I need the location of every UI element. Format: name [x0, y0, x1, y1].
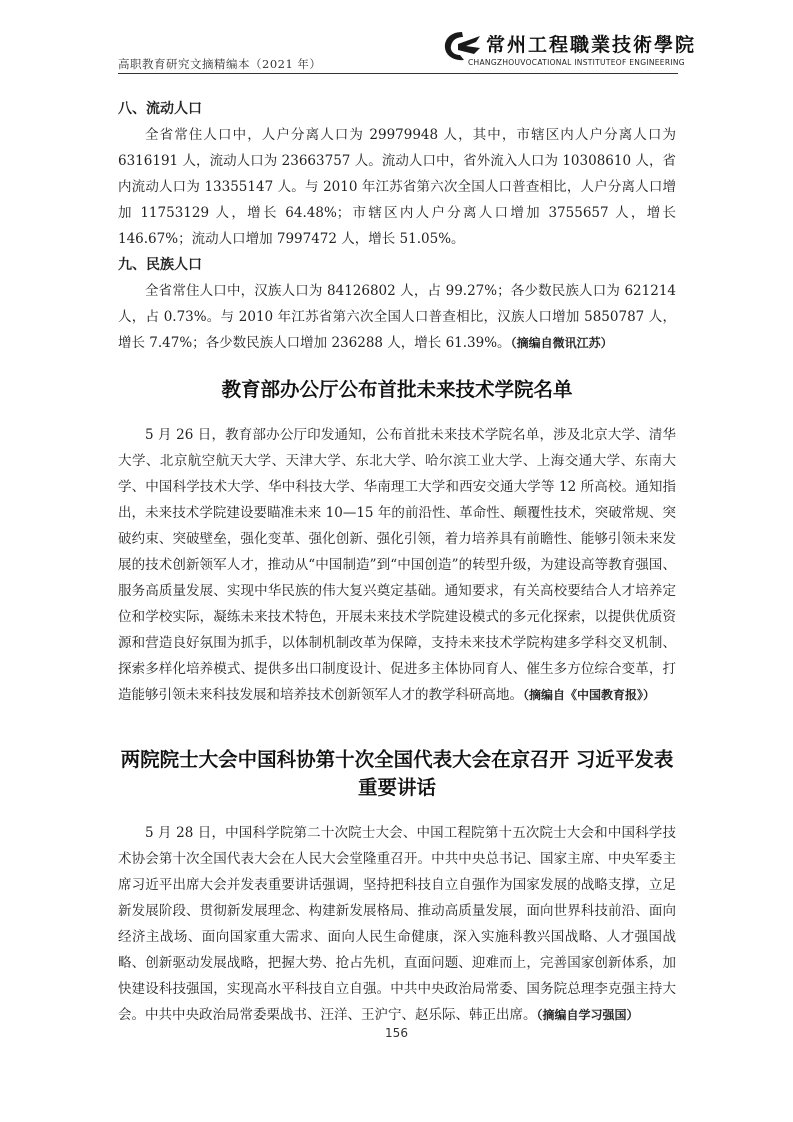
article-title-future-tech: 教育部办公厅公布首批未来技术学院名单: [221, 378, 573, 401]
page-header: [118, 28, 697, 74]
article-title-academicians-congress: 两院院士大会中国科协第十次全国代表大会在京召开 习近平发表重要讲话: [120, 748, 674, 799]
school-name-english: CHANGZHOUVOCATIONAL INSTITUTEOF ENGINEERING: [468, 58, 685, 67]
source-citation: （摘编自《中国教育报》）: [523, 688, 656, 702]
page-number: 156: [385, 1026, 408, 1040]
section-heading-ethnic-population: 九、民族人口: [118, 257, 202, 273]
paragraph-academicians-congress: [118, 820, 676, 1028]
paragraph-text: 5 月 28 日，中国科学院第二十次院士大会、中国工程院第十五次院士大会和中国科学技术协会第十次全国代表大会在人民大会堂隆重召开。中共中央总书记、国家主席、中央军委主席习近平出席大会并发表重要讲话强调，坚持把科技自立自强作为国家发展的战略支撑，立足新发展阶段、贯彻新发展理念、构建新发展格局、推动高质量发展，面向世界科技前沿、面向经济主战场、面向国家重大需求、面向人民生命健康，深入实施科教兴国战略、人才强国战略、创新驱动发展战略，把握大势、抢占先机，直面问题、迎难而上，完善国家创新体系，加快建设科技强国，实现高水平科技自立自强。中共中央政治局常委、国务院总理李克强主持大会。中共中央政治局常委栗战书、汪洋、王沪宁、赵乐际、韩正出席。: [118, 825, 676, 1023]
source-citation: （摘编自微讯江苏）: [510, 336, 613, 350]
paragraph-text: 5 月 26 日，教育部办公厅印发通知，公布首批未来技术学院名单，涉及北京大学、清华大学、北京航空航天大学、天津大学、东北大学、哈尔滨工业大学、上海交通大学、东南大学、中国科学技术大学、华中科技大学、华南理工大学和西安交通大学等 12 所高校。通知指出，未来技术学院建设要瞄准未来 10—15 年的前沿性、革命性、颠覆性技术，突破常规、突破约束、突破壁垒，强化变革、强化创新、强化引领，着力培养具有前瞻性、能够引领未来发展的技术创新领军人才，推动从“中国制造”到“中国创造”的转型升级，为建设高等教育强国、服务高质量发展、实现中华民族的伟大复兴奠定基础。通知要求，有关高校要结合人才培养定位和学校实际，凝练未来技术特色，开展未来技术学院建设模式的多元化探索，以提供优质资源和营造良好氛围为抓手，以体制机制改革为保障，支持未来技术学院构建多学科交叉机制、探索多样化培养模式、提供多出口制度设计、促进多主体协同育人、催生多方位综合变革，打造能够引领未来科技发展和培养技术创新领军人才的教学科研高地。: [118, 427, 676, 703]
header-divider: [118, 73, 678, 74]
page-content: [118, 96, 676, 1028]
paragraph-text: 全省常住人口中，汉族人口为 84126802 人，占 99.27%；各少数民族人口为 621214 人，占 0.73%。与 2010 年江苏省第六次全国人口普查相比，汉族人口增加 5850787 人，增长 7.47%；各少数民族人口增加 236288 人，增长 61.39%。: [118, 283, 676, 351]
paragraph-future-tech: [118, 422, 676, 708]
section-heading-floating-population: 八、流动人口: [118, 101, 202, 117]
paragraph-ethnic-population: [118, 278, 676, 356]
school-name: 常州工程職業技術學院: [486, 34, 697, 56]
source-citation: （摘编自学习强国）: [536, 1008, 639, 1022]
publication-title: 高职教育研究文摘精编本（2021 年）: [118, 57, 322, 71]
paragraph-floating-population: 全省常住人口中，人户分离人口为 29979948 人，其中，市辖区内人户分离人口为 6316191 人，流动人口为 23663757 人。流动人口中，省外流入人口为 10308610 人，省内流动人口为 13355147 人。与 2010 年江苏省第六次全国人口普查相比，人户分离人口增加 11753129 人，增长 64.48%；市辖区内人户分离人口增加 3755657 人，增长 146.67%；流动人口增加 7997472 人，增长 51.05%。: [118, 127, 676, 247]
